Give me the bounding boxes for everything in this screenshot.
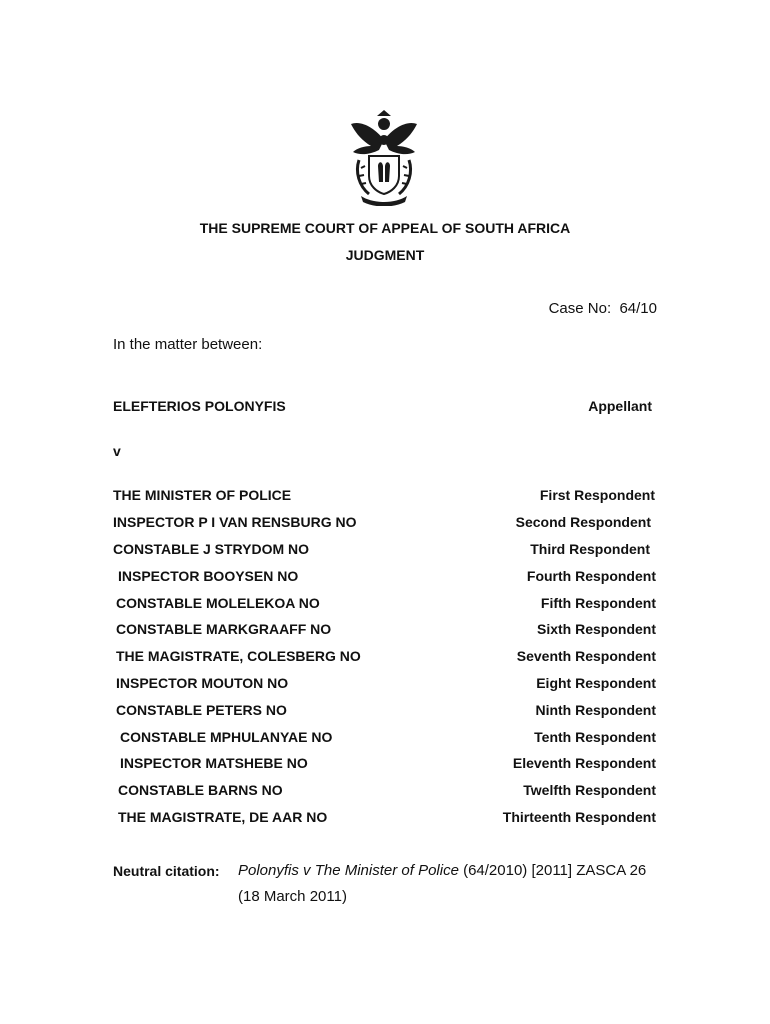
- appellant-name: ELEFTERIOS POLONYFIS: [113, 398, 286, 414]
- respondent-row: [0, 675, 770, 695]
- intro-text: In the matter between:: [113, 336, 263, 353]
- citation-case-name: Polonyfis v The Minister of Police: [238, 862, 459, 879]
- respondent-role: Twelfth Respondent: [523, 782, 656, 798]
- respondent-name: INSPECTOR MATSHEBE NO: [120, 755, 308, 771]
- respondent-role: First Respondent: [539, 487, 655, 503]
- respondent-row: [0, 648, 770, 668]
- respondent-role: Eight Respondent: [536, 675, 656, 691]
- respondent-row: [0, 755, 770, 775]
- respondent-name: CONSTABLE MOLELEKOA NO: [116, 595, 320, 611]
- respondent-role: Thirteenth Respondent: [502, 809, 656, 825]
- respondent-name: THE MAGISTRATE, COLESBERG NO: [116, 648, 361, 664]
- case-number: [549, 300, 657, 317]
- respondent-name: THE MINISTER OF POLICE: [113, 487, 292, 503]
- respondent-row: [0, 621, 770, 641]
- respondent-role: Third Respondent: [530, 541, 650, 557]
- respondent-role: Fourth Respondent: [526, 568, 656, 584]
- respondent-name: INSPECTOR BOOYSEN NO: [118, 568, 299, 584]
- respondent-role: Sixth Respondent: [536, 621, 656, 637]
- respondent-name: CONSTABLE BARNS NO: [118, 782, 283, 798]
- respondent-name: CONSTABLE PETERS NO: [116, 702, 287, 718]
- appellant-row: [0, 398, 770, 418]
- respondent-name: CONSTABLE MARKGRAAFF NO: [116, 621, 332, 637]
- citation-label: Neutral citation:: [113, 863, 220, 879]
- respondent-row: [0, 487, 770, 507]
- document-type: JUDGMENT: [345, 247, 425, 263]
- respondent-role: Ninth Respondent: [535, 702, 656, 718]
- citation-reference: (64/2010) [2011] ZASCA 26: [458, 862, 647, 879]
- court-title: THE SUPREME COURT OF APPEAL OF SOUTH AFRICA: [199, 220, 571, 236]
- respondent-role: Eleventh Respondent: [512, 755, 656, 771]
- respondent-role: Tenth Respondent: [534, 729, 656, 745]
- respondent-name: INSPECTOR MOUTON NO: [116, 675, 289, 691]
- respondent-row: [0, 514, 770, 534]
- respondent-row: [0, 568, 770, 588]
- appellant-role: Appellant: [588, 398, 652, 414]
- citation-text: [238, 862, 646, 879]
- respondent-name: INSPECTOR P I VAN RENSBURG NO: [113, 514, 357, 530]
- case-number-label: Case No:: [548, 300, 612, 317]
- respondent-row: [0, 729, 770, 749]
- respondent-name: CONSTABLE J STRYDOM NO: [113, 541, 310, 557]
- citation-date: (18 March 2011): [238, 888, 347, 905]
- versus: v: [113, 443, 121, 459]
- respondent-row: [0, 595, 770, 615]
- respondent-name: CONSTABLE MPHULANYAE NO: [120, 729, 333, 745]
- respondent-row: [0, 541, 770, 561]
- respondent-row: [0, 702, 770, 722]
- respondent-name: THE MAGISTRATE, DE AAR NO: [118, 809, 328, 825]
- respondent-row: [0, 782, 770, 802]
- respondent-row: [0, 809, 770, 829]
- respondent-role: Seventh Respondent: [516, 648, 656, 664]
- coat-of-arms-icon: [347, 110, 421, 206]
- respondent-role: Second Respondent: [515, 514, 651, 530]
- respondent-role: Fifth Respondent: [540, 595, 656, 611]
- case-number-value: 64/10: [619, 300, 657, 317]
